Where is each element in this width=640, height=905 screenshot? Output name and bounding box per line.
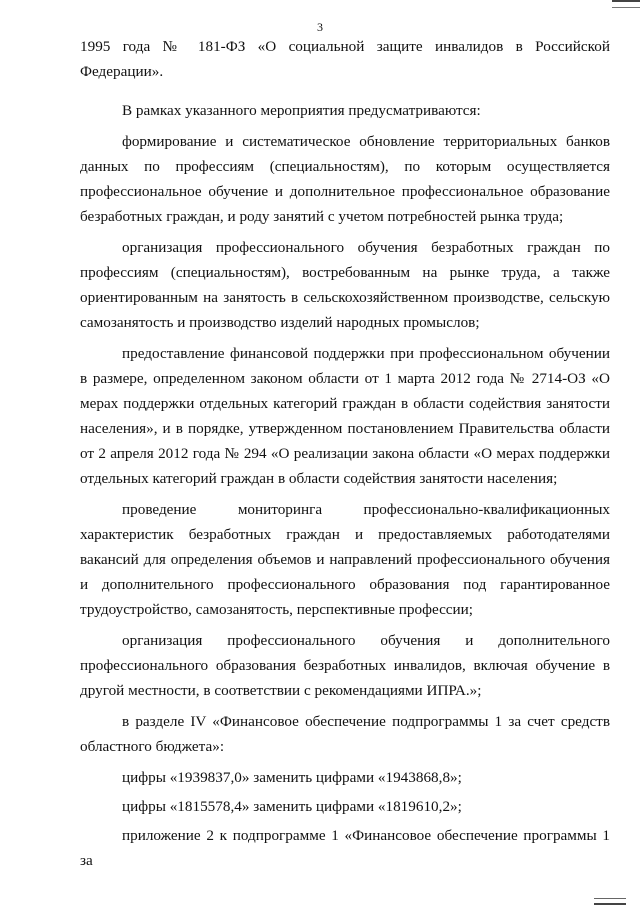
paragraph-disabled-training: организация профессионального обучения и дополнительного профессионального образования безработных инвалидов, включая обучение в другой местности, в соответствии с рекомендациями ИПРА.»; (80, 632, 610, 699)
paragraph-monitoring: проведение мониторинга профессионально-квалификационных характеристик безработных граждан и предоставляемых работодателями вакансий для определения объемов и направлений профессионального обучения и дополнительного профессионального образования под гарантированное трудоустройство, самозанятость, перспективные профессии; (80, 501, 610, 618)
paragraph-data-banks: формирование и систематическое обновление территориальных банков данных по профессиям (специальностям), по которым осуществляется профессиональное обучение и дополнительное профессиональное образование безработных граждан, и роду занятий с учетом потребностей рынка труда; (80, 133, 610, 225)
paragraph-figures-replace-2: цифры «1815578,4» заменить цифрами «1819610,2»; (122, 798, 462, 815)
page-number: 3 (317, 20, 323, 34)
scan-edge-mark-bottom (594, 898, 626, 905)
paragraph-appendix-2: приложение 2 к подпрограмме 1 «Финансовое обеспечение программы 1 за (80, 827, 610, 869)
paragraph-section-iv: в разделе IV «Финансовое обеспечение подпрограммы 1 за счет средств областного бюджета»: (80, 713, 610, 755)
paragraph-financial-support: предоставление финансовой поддержки при профессиональном обучении в размере, определенном законом области от 1 марта 2012 года № 2714-ОЗ «О мерах поддержки отдельных категорий граждан в области содействия занятости населения», и в порядке, утвержденном постановлением Правительства области от 2 апреля 2012 года № 294 «О реализации закона области «О мерах поддержки отдельных категорий граждан в области содействия занятости населения; (80, 345, 610, 487)
document-body (80, 34, 610, 879)
paragraph-measures-intro: В рамках указанного мероприятия предусматриваются: (122, 102, 481, 119)
paragraph-figures-replace-1: цифры «1939837,0» заменить цифрами «1943868,8»; (122, 769, 462, 786)
paragraph-law-reference: 1995 года № 181-ФЗ «О социальной защите инвалидов в Российской Федерации». (80, 38, 610, 80)
scan-edge-mark (612, 0, 640, 8)
paragraph-training-organization: организация профессионального обучения безработных граждан по профессиям (специальностям), востребованным на рынке труда, а также ориентированным на занятость в сельскохозяйственном производстве, сельскую самозанятость и производство изделий народных промыслов; (80, 239, 610, 331)
